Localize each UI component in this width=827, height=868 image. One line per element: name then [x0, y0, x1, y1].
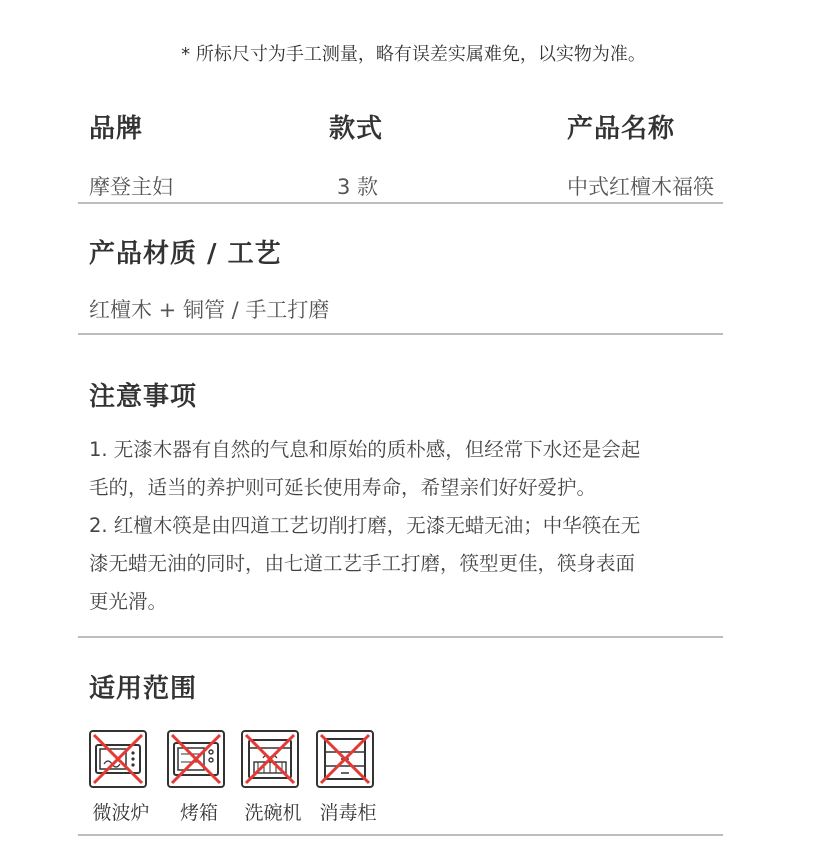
material-title: 产品材质 / 工艺 [89, 239, 282, 269]
spec-style-value: 3 款 [337, 175, 379, 199]
notice-line: 更光滑。 [89, 590, 168, 613]
oven-icon [167, 730, 225, 788]
dishwasher-icon [241, 730, 299, 788]
notice-body [89, 431, 709, 621]
usage-section [89, 668, 709, 705]
notice-section [89, 376, 709, 621]
usage-item-sterilizer [316, 730, 377, 824]
spec-style [329, 108, 383, 201]
divider [78, 202, 723, 204]
usage-item-oven [167, 730, 227, 824]
measurement-note: * 所标尺寸为手工测量，略有误差实属难免，以实物为准。 [181, 44, 646, 65]
notice-line: 1. 无漆木器有自然的气息和原始的质朴感，但经常下水还是会起 [89, 438, 641, 461]
divider [78, 636, 723, 638]
spec-brand-label: 品牌 [89, 114, 144, 144]
usage-item-label: 烤箱 [179, 802, 218, 824]
usage-item-label: 消毒柜 [319, 802, 377, 824]
notice-line: 漆无蜡无油的同时，由七道工艺手工打磨，筷型更佳，筷身表面 [89, 552, 636, 575]
spec-brand [89, 108, 173, 201]
material-section [89, 233, 709, 324]
spec-style-label: 款式 [329, 114, 384, 144]
notice-title: 注意事项 [89, 382, 198, 412]
spec-product-name [567, 108, 714, 201]
notice-line: 毛的，适当的养护则可延长使用寿命，希望亲们好好爱护。 [89, 476, 597, 499]
usage-item-label: 洗碗机 [244, 802, 302, 824]
notice-line: 2. 红檀木筷是由四道工艺切削打磨，无漆无蜡无油；中华筷在无 [89, 514, 641, 537]
spec-brand-value: 摩登主妇 [89, 175, 173, 199]
divider [78, 333, 723, 335]
microwave-icon [89, 730, 147, 788]
spec-table [89, 108, 729, 203]
spec-product-name-label: 产品名称 [567, 114, 676, 144]
spec-product-name-value: 中式红檀木福筷 [567, 175, 714, 199]
usage-title: 适用范围 [89, 674, 198, 704]
usage-item-dishwasher [241, 730, 302, 824]
divider [78, 834, 723, 836]
usage-item-label: 微波炉 [92, 802, 150, 824]
material-value: 红檀木 + 铜管 / 手工打磨 [89, 298, 330, 322]
sterilizer-cabinet-icon [316, 730, 374, 788]
usage-item-microwave [89, 730, 150, 824]
